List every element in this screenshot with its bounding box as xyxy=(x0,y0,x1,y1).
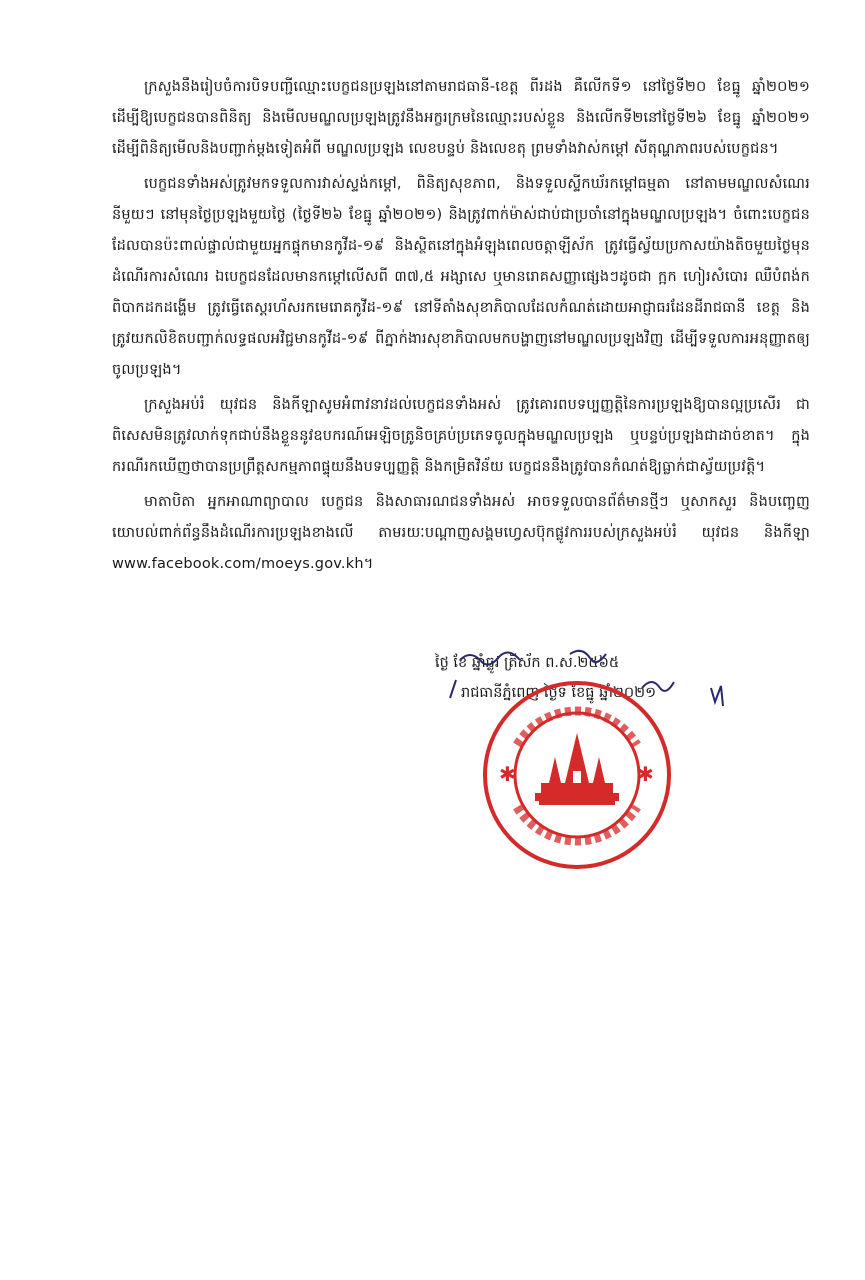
paragraph-candidate-list: ក្រសួងនឹងរៀបចំការបិទបញ្ជីឈ្មោះបេក្ខជនប្រឡងនៅតាមរាជធានី-ខេត្ត ពីរដង គឺលើកទី១ នៅថ្ងៃទី២០ ខែធ្នូ ឆ្នាំ២០២១ ដើម្បីឱ្យបេក្ខជនបានពិនិត្យ និងមើលមណ្ឌលប្រឡងត្រូវនឹងអក្ខរក្រមនៃឈ្មោះរបស់ខ្លួន និងលើកទី២នៅថ្ងៃទី២៦ ខែធ្នូ ឆ្នាំ២០២១ ដើម្បីពិនិត្យមើលនិងបញ្ជាក់ម្តងទៀតអំពី មណ្ឌលប្រឡង លេខបន្ទប់ និងលេខតុ ព្រមទាំងវាស់កម្តៅ សីតុណ្ហភាពរបស់បេក្ខជន។ xyxy=(112,79,810,157)
svg-text:✱: ✱ xyxy=(499,762,516,786)
signature-mark-icon xyxy=(705,680,745,710)
lunar-date: ថ្ងៃ ខែ ឆ្នាំឆ្លូវ ត្រីស័ក ព.ស.២៥៦៥ xyxy=(435,655,620,671)
document-body xyxy=(112,72,810,584)
ministry-seal-icon xyxy=(477,675,677,875)
svg-text:✱: ✱ xyxy=(637,762,654,786)
place-date: រាជធានីភ្នំពេញ ថ្ងៃទី ខែធ្នូ ឆ្នាំ២០២១ xyxy=(461,685,657,701)
paragraph-contact-info: មាតាបិតា អ្នកអាណាព្យាបាល បេក្ខជន និងសាធារណជនទាំងអស់ អាចទទួលបានព័ត៌មានថ្មីៗ ឬសាកសួរ និងបញ្ចេញយោបល់ពាក់ព័ន្ធនឹងដំណើរការប្រឡងខាងលើ តាមរយៈបណ្តាញសង្គមហ្វេសប៊ុកផ្លូវការរបស់ក្រសួងអប់រំ យុវជន និងកីឡា www.facebook.com/moeys.gov.kh។ xyxy=(112,494,810,572)
paragraph-health-check: បេក្ខជនទាំងអស់ត្រូវមកទទួលការវាស់ស្ទង់កម្តៅ, ពិនិត្យសុខភាព, និងទទួលស្ទីកឃ័រកម្តៅធម្មតា នៅតាមមណ្ឌលសំណេរនីមួយៗ នៅមុនថ្ងៃប្រឡងមួយថ្ងៃ (ថ្ងៃទី២៦ ខែធ្នូ ឆ្នាំ២០២១) និងត្រូវពាក់ម៉ាស់ជាប់ជាប្រចាំនៅក្នុងមណ្ឌលប្រឡង។ ចំពោះបេក្ខជនដែលបានប៉ះពាល់ផ្ទាល់ជាមួយអ្នកផ្ទុកមានកូវីដ-១៩ និងស្ថិតនៅក្នុងអំឡុងពេលចត្តាឡីស័ក ត្រូវធ្វើស្វ័យប្រកាសយ៉ាងតិចមួយថ្ងៃមុនដំណើរការសំណេរ ឯបេក្ខជនដែលមានកម្តៅលើសពី ៣៧,៥ អង្សាសេ ឬមានរោគសញ្ញាផ្សេងៗដូចជា ក្អក ហៀរសំបោរ ឈឺបំពង់ក ពិបាកដកដង្ហើម ត្រូវធ្វើតេស្តរហ័សរកមេរោគកូវីដ-១៩ នៅទីតាំងសុខាភិបាលដែលកំណត់ដោយអាជ្ញាធរដែនដីរាជធានី ខេត្ត និងត្រូវយកលិខិតបញ្ជាក់លទ្ធផលអវិជ្ជមានកូវីដ-១៩ ពីភ្នាក់ងារសុខាភិបាលមកបង្ហាញនៅមណ្ឌលប្រឡងវិញ ដើម្បីទទួលការអនុញ្ញាតឲ្យចូលប្រឡង។ xyxy=(112,176,810,378)
paragraph-exam-rules: ក្រសួងអប់រំ យុវជន និងកីឡាសូមអំពាវនាវដល់បេក្ខជនទាំងអស់ ត្រូវគោរពបទប្បញ្ញត្តិនៃការប្រឡងឱ្យបានល្អប្រសើរ ជាពិសេសមិនត្រូវលាក់ទុកជាប់នឹងខ្លួននូវឧបករណ៍អេឡិចត្រូនិចគ្រប់ប្រភេទចូលក្នុងមណ្ឌលប្រឡង ឬបន្ទប់ប្រឡងជាដាច់ខាត។ ក្នុងករណីរកឃើញថាបានប្រព្រឹត្តសកម្មភាពផ្ទុយនឹងបទប្បញ្ញត្តិ និងកម្រិតវិន័យ បេក្ខជននឹងត្រូវបានកំណត់ឱ្យធ្លាក់ជាស្វ័យប្រវត្តិ។ xyxy=(112,397,810,475)
